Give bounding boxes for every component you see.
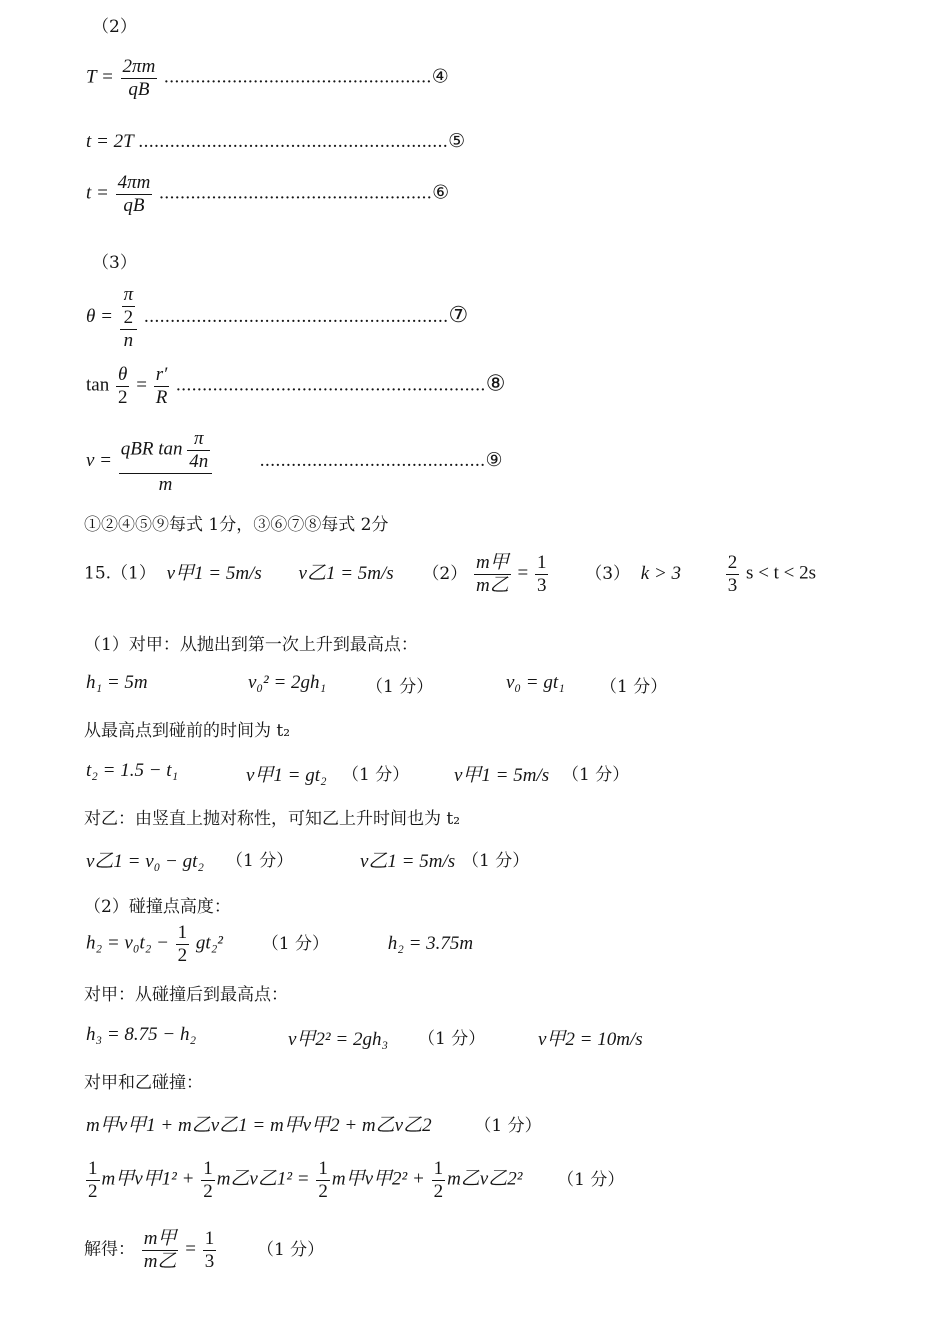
s1-vy1v: v乙1 = 5m/s [360,851,456,872]
q15-label: 15.（1） [84,563,156,584]
eq7-dots: .......................................................... [143,306,449,328]
eq8-num: θ [116,364,130,387]
eq6-mark: ⑥ [432,182,450,204]
eq7-two: 2 [123,306,134,328]
q15-ratio-num: m甲 [476,552,509,573]
eq9-dots: ........................................... [259,450,486,472]
s2-momentum [86,1110,542,1137]
s2-e-half-4 [432,1158,446,1203]
part3-label: （3） [92,253,137,273]
s1-pt4: （1 分） [562,765,630,785]
eq8-mark: ⑧ [485,370,506,396]
s1-vj1v: v甲1 = 5m/s [454,765,550,786]
equation-4 [86,56,449,101]
equation-8 [86,364,506,409]
eq6-den: qB [123,194,145,216]
eq6-dots: .................................................... [159,182,433,204]
eq8-tan: tan [86,374,110,396]
equation-5 [86,130,465,153]
eq8-equals: = [136,374,147,396]
s2-half-num-1: 1 [88,1158,98,1179]
s1-v0: v₀ = gt₁ [506,672,565,693]
s2-half-den-3: 2 [318,1180,328,1202]
s2-e-half-2 [201,1158,215,1203]
s2-h2-den: 2 [177,944,188,966]
s2-line-1 [86,922,473,967]
s2-sol-label: 解得： [84,1239,135,1260]
eq7-mark: ⑦ [448,302,469,328]
eq7-fraction [120,284,138,352]
s2-half-num-4: 1 [433,1158,444,1179]
s2-e-half-3 [316,1158,330,1203]
s2-e4: m乙v乙2² [447,1168,523,1190]
eq9-num [119,428,213,474]
s2-e3: m甲v甲2² + [331,1168,425,1190]
eq8-fraction-2 [154,364,170,409]
s2-mom: m甲v甲1 + m乙v乙1 = m甲v甲2 + m乙v乙2 [86,1115,432,1136]
eq4-lhs: T = [86,66,114,88]
eq4-fraction [121,56,158,101]
q15-ratio-val-den: 3 [536,574,547,596]
s2-sol-num: m甲 [143,1228,177,1249]
eq4-den: qB [128,78,150,100]
s2-h2-lhs: h₂ = v₀t₂ − [86,932,169,954]
s1-h1: h₁ = 5m [86,672,148,693]
q15-t-range: s < t < 2s [746,562,817,584]
eq4-dots: ................................................... [164,66,432,88]
q15-ratio-frac [474,552,511,597]
s1-intro: （1）对甲：从抛出到第一次上升到最高点： [84,635,418,655]
s2-j-intro: 对甲：从碰撞后到最高点： [84,985,288,1005]
eq6-num: 4πm [117,172,151,193]
s2-half-num-3: 1 [318,1158,328,1179]
eq8-den2: R [155,386,168,408]
eq8-den: 2 [117,386,128,408]
s1-pt1: （1 分） [366,677,434,697]
s1-pt3: （1 分） [342,765,410,785]
s2-pt5: （1 分） [256,1239,325,1260]
eq8-num2: r′ [154,364,170,387]
s2-h2-rhs: gt₂² [195,932,224,954]
part2-label: （2） [92,17,137,37]
eq9-fraction [119,428,213,496]
s2-half-den-1: 2 [88,1180,98,1202]
s2-sol-val [203,1228,217,1273]
s2-sol-vden: 3 [204,1250,215,1272]
s2-h2v: h₂ = 3.75m [387,932,474,954]
s2-intro: （2）碰撞点高度： [84,897,231,917]
eq7-den: n [123,329,134,351]
eq9-den: m [158,473,173,495]
equation-6 [86,172,449,217]
s2-solution [84,1228,324,1273]
eq4-mark: ④ [431,66,449,88]
eq6-fraction [116,172,153,217]
s1-t2: t₂ = 1.5 − t₁ [86,760,179,781]
q15-ratio-val [535,552,549,597]
eq8-dots: ........................................................... [176,374,486,396]
s1-vy1: v乙1 = v₀ − gt₂ [86,851,204,872]
eq9-num-text: qBR tan [120,438,183,460]
q15-ratio-den: m乙 [476,574,509,596]
eq9-lhs: v = [86,450,113,472]
q15-k: k > 3 [640,562,682,584]
equation-9 [86,428,503,496]
eq9-pi: π [187,428,210,451]
eq7-lhs: θ = [86,306,113,328]
s2-half-num-2: 1 [203,1158,213,1179]
s2-half-den-4: 2 [433,1180,444,1202]
eq5-mark: ⑤ [448,131,466,152]
s2-energy [86,1158,624,1203]
s2-col-intro: 对甲和乙碰撞： [84,1073,203,1093]
eq5-lhs: t = 2T [86,131,134,152]
s1-yi-intro: 对乙：由竖直上抛对称性，可知乙上升时间也为 t₂ [84,809,461,829]
eq7-pi: π [123,284,134,305]
s1-v0sq: v₀² = 2gh₁ [248,672,327,693]
equation-7 [86,284,468,352]
s2-half-den-2: 2 [203,1180,213,1202]
s1-pt6: （1 分） [462,851,530,871]
q15-p2: （2） [422,563,468,584]
s2-pt1: （1 分） [261,933,329,954]
s2-pt3: （1 分） [474,1116,542,1136]
s2-h2-num: 1 [177,922,188,943]
s2-sol-vnum: 1 [204,1228,215,1249]
s2-sol-den: m乙 [143,1250,177,1272]
eq7-num [120,284,138,330]
q15-p3: （3） [585,563,631,584]
s1-t2-intro: 从最高点到碰前的时间为 t₂ [84,721,291,741]
q15-ans-a: v甲1 = 5m/s [166,562,262,584]
q15-t-frac [726,552,740,597]
eq9-pi-den: 4n [189,450,209,472]
q15-ratio-eq: = [517,562,529,584]
s2-e1: m甲v甲1² + [101,1168,195,1190]
q15-t-den: 3 [727,574,738,596]
s2-pt2: （1 分） [418,1029,486,1049]
s1-pt2: （1 分） [600,677,668,697]
s1-pt5: （1 分） [226,851,294,871]
s2-sol-eq: = [185,1238,196,1260]
q15-ratio-val-num: 1 [536,552,547,573]
s2-h2-frac [176,922,190,967]
eq9-mark: ⑨ [485,450,503,472]
q15-t-num: 2 [727,552,738,573]
s2-e2: m乙v乙1² = [216,1168,310,1190]
s2-vj2sq: v甲2² = 2gh₃ [288,1029,389,1050]
eq6-lhs: t = [86,182,109,204]
q15-summary [84,552,816,597]
scoring-note: ①②④⑤⑨每式 1分，③⑥⑦⑧每式 2分 [84,515,389,535]
s2-pt4: （1 分） [557,1169,625,1190]
s2-h3: h₃ = 8.75 − h₂ [86,1024,197,1045]
eq4-num: 2πm [122,56,156,77]
s2-vj2v: v甲2 = 10m/s [538,1029,643,1050]
s2-e-half-1 [86,1158,100,1203]
eq8-fraction-1 [116,364,130,409]
q15-ans-b: v乙1 = 5m/s [298,562,394,584]
s2-sol-frac [142,1228,179,1273]
eq5-dots: ........................................................... [138,131,449,152]
s1-vj1: v甲1 = gt₂ [246,765,327,786]
